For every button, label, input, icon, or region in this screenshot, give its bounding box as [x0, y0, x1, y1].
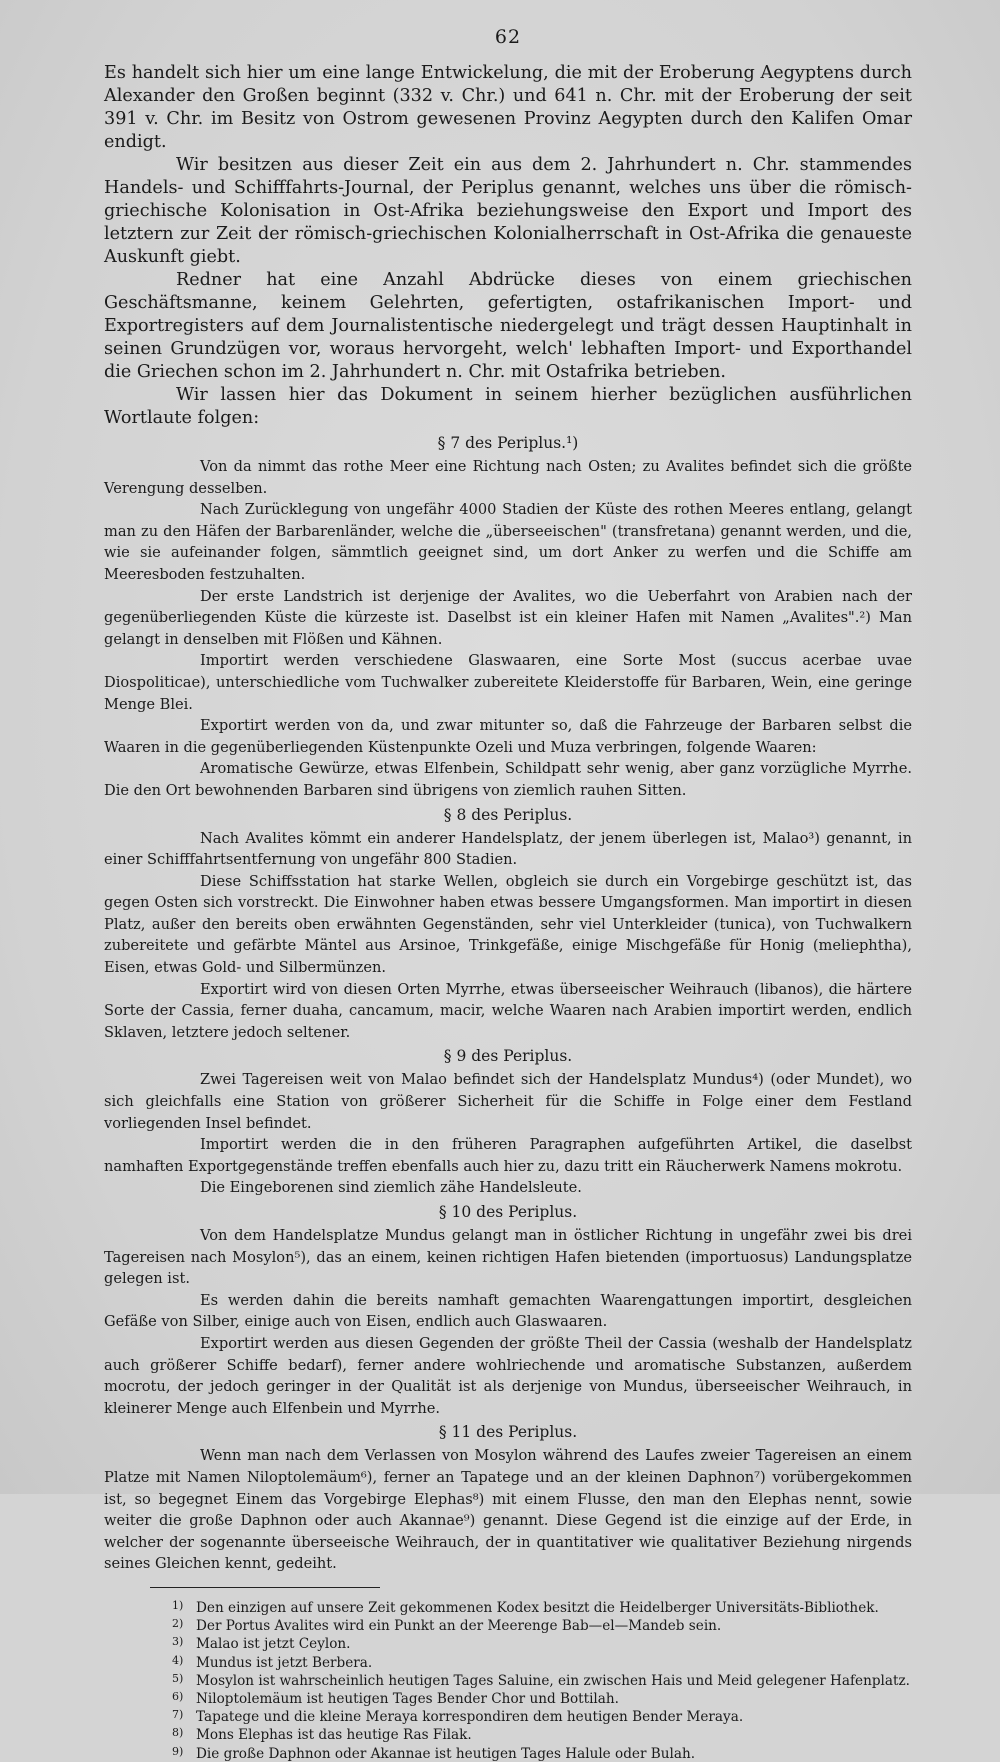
footnote — [172, 1671, 912, 1689]
footnote-mark: 7) — [172, 1708, 184, 1722]
footnote-mark: 2) — [172, 1617, 184, 1631]
intro-paragraph-4: Wir lassen hier das Dokument in seinem hierher bezüglichen ausführlichen Wortlaute folgen: — [104, 385, 912, 428]
footnote — [172, 1653, 912, 1671]
footnote-divider — [150, 1587, 380, 1588]
section-paragraph: Exportirt wird von diesen Orten Myrrhe, etwas überseeischer Weihrauch (libanos), die härtere Sorte der Cassia, ferner duaha, cancamum, macir, welche Waaren nach Arabien importirt werden, endlich Sklaven, letztere jedoch seltener. — [104, 980, 912, 1041]
section-8 — [104, 805, 912, 1044]
section-paragraph: Zwei Tagereisen weit von Malao befindet sich der Handelsplatz Mundus⁴) (oder Mundet), wo sich gleichfalls eine Station von größerer Sicherheit für die Schiffe in Folge einer dem Festland vorliegenden Insel befindet. — [104, 1071, 912, 1132]
footnote-text: Die große Daphnon oder Akannae ist heutigen Tages Halule oder Bulah. — [196, 1745, 696, 1762]
section-10 — [104, 1202, 912, 1419]
section-9 — [104, 1046, 912, 1199]
section-paragraph: Nach Zurücklegung von ungefähr 4000 Stadien der Küste des rothen Meeres entlang, gelangt man zu den Häfen der Barbarenländer, welche die „überseeischen" (transfretana) genannt werden, und die, wie sie aufeinander folgen, sämmtlich geeignet sind, um dort Anker zu werfen und die Schiffe am Meeresboden festzuhalten. — [104, 501, 912, 583]
section-paragraph: Die Eingeborenen sind ziemlich zähe Handelsleute. — [200, 1179, 582, 1197]
page-number: 62 — [494, 26, 522, 48]
footnote — [172, 1707, 912, 1725]
section-heading: § 10 des Periplus. — [438, 1203, 578, 1221]
footnote-mark: 9) — [172, 1744, 184, 1758]
section-heading: § 8 des Periplus. — [443, 805, 573, 824]
footnote-text: Den einzigen auf unsere Zeit gekommenen Kodex besitzt die Heidelberger Universitäts-Bibliothek. — [196, 1599, 879, 1616]
footnote-text: Mundus ist jetzt Berbera. — [196, 1654, 373, 1671]
footnote — [172, 1634, 912, 1652]
footnote-mark: 6) — [172, 1689, 184, 1703]
footnote-text: Mosylon ist wahrscheinlich heutigen Tages Saluine, ein zwischen Hais und Meid gelegener Hafenplatz. — [196, 1672, 910, 1689]
section-7 — [104, 433, 912, 802]
section-paragraph: Von da nimmt das rothe Meer eine Richtung nach Osten; zu Avalites befindet sich die größte Verengung desselben. — [104, 458, 912, 497]
section-paragraph: Importirt werden die in den früheren Paragraphen aufgeführten Artikel, die daselbst namhaften Exportgegenstände treffen ebenfalls auch hier zu, dazu tritt ein Räucherwerk Namens mokrotu. — [104, 1136, 912, 1175]
section-heading: § 7 des Periplus.¹) — [437, 434, 579, 452]
footnotes — [104, 1598, 912, 1762]
footnote-text: Tapatege und die kleine Meraya korrespondiren dem heutigen Bender Meraya. — [196, 1709, 744, 1726]
footnote-text: Mons Elephas ist das heutige Ras Filak. — [196, 1727, 472, 1744]
footnote-mark: 8) — [172, 1726, 184, 1740]
footnote — [172, 1598, 912, 1616]
footnote-text: Malao ist jetzt Ceylon. — [196, 1636, 351, 1653]
footnote — [172, 1616, 912, 1634]
section-paragraph: Diese Schiffsstation hat starke Wellen, obgleich sie durch ein Vorgebirge geschützt ist, das gegen Osten sich vorstreckt. Die Einwohner haben etwas bessere Umgangsformen. Man importirt in diesen Platz, außer den bereits oben erwähnten Gegenständen, sehr viel Unterkleider (tunica), von Tuchwalkern zubereitete und gefärbte Mäntel aus Arsinoe, Trinkgefäße, einige Mischgefäße für Honig (meliephtha), Eisen, etwas Gold- und Silbermünzen. — [104, 872, 912, 977]
section-paragraph: Exportirt werden von da, und zwar mitunter so, daß die Fahrzeuge der Barbaren selbst die Waaren in die gegenüberliegenden Küstenpunkte Ozeli und Muza verbringen, folgende Waaren: — [104, 717, 912, 756]
footnote — [172, 1689, 912, 1707]
section-paragraph: Der erste Landstrich ist derjenige der Avalites, wo die Ueberfahrt von Arabien nach der gegenüberliegenden Küste die kürzeste ist. Daselbst ist ein kleiner Hafen mit Namen „Avalites".²) Man gelangt in denselben mit Flößen und Kähnen. — [104, 587, 912, 648]
section-paragraph: Von dem Handelsplatze Mundus gelangt man in östlicher Richtung in ungefähr zwei bis drei Tagereisen nach Mosylon⁵), das an einem, keinen richtigen Hafen bietenden (importuosus) Landungsplatze gelegen ist. — [104, 1227, 912, 1288]
section-paragraph: Nach Avalites kömmt ein anderer Handelsplatz, der jenem überlegen ist, Malao³) genannt, in einer Schifffahrtsentfernung von ungefähr 800 Stadien. — [104, 829, 912, 869]
footnote-mark: 3) — [172, 1635, 184, 1649]
footnote — [172, 1744, 912, 1762]
section-heading: § 9 des Periplus. — [443, 1047, 573, 1066]
footnote-mark: 1) — [172, 1598, 184, 1612]
intro-paragraph-2: Wir besitzen aus dieser Zeit ein aus dem 2. Jahrhundert n. Chr. stammendes Handels- und Schifffahrts-Journal, der Periplus genannt, welches uns über die römisch-griechische Kolonisation in Ost-Afrika beziehungsweise den Export und Import des letztern zur Zeit der römisch-griechischen Kolonialherrschaft in Ost-Afrika die genaueste Auskunft giebt. — [104, 155, 912, 267]
footnote-text: Der Portus Avalites wird ein Punkt an der Meerenge Bab—el—Mandeb sein. — [196, 1618, 722, 1635]
section-paragraph: Wenn man nach dem Verlassen von Mosylon während des Laufes zweier Tagereisen an einem Platze mit Namen Niloptolemäum⁶), ferner an Tapatege und an der kleinen Daphnon⁷) vorübergekommen ist, so begegnet Einem das Vorgebirge Elephas⁸) mit einem Flusse, den man den Elephas nennt, sowie weiter die große Daphnon oder auch Akannae⁹) genannt. Diese Gegend ist die einzige auf der Erde, in welcher der sogenannte überseeische Weihrauch, der in quantitativer wie qualitativer Beziehung nirgends seines Gleichen kennt, gedeiht. — [104, 1447, 912, 1573]
footnote-mark: 4) — [172, 1653, 184, 1667]
footnote-text: Niloptolemäum ist heutigen Tages Bender Chor und Bottilah. — [196, 1690, 619, 1707]
section-paragraph: Aromatische Gewürze, etwas Elfenbein, Schildpatt sehr wenig, aber ganz vorzügliche Myrrhe. Die den Ort bewohnenden Barbaren sind übrigens von ziemlich rauhen Sitten. — [104, 760, 912, 799]
section-paragraph: Exportirt werden aus diesen Gegenden der größte Theil der Cassia (weshalb der Handelsplatz auch größerer Schiffe bedarf), ferner andere wohlriechende und aromatische Substanzen, außerdem mocrotu, der jedoch geringer in der Qualität ist als derjenige von Mundus, überseeischer Weihrauch, in kleinerer Menge auch Elfenbein und Myrrhe. — [104, 1334, 912, 1417]
intro-paragraph-3: Redner hat eine Anzahl Abdrücke dieses von einem griechischen Geschäftsmanne, keinem Gelehrten, gefertigten, ostafrikanischen Import- und Exportregisters auf dem Journalistentische niedergelegt und trägt dessen Hauptinhalt in seinen Grundzügen vor, woraus hervorgeht, welch' lebhaften Import- und Exporthandel die Griechen schon im 2. Jahrhundert n. Chr. mit Ostafrika betrieben. — [104, 270, 912, 382]
section-paragraph: Es werden dahin die bereits namhaft gemachten Waarengattungen importirt, desgleichen Gefäße von Silber, einige auch von Eisen, endlich auch Glaswaaren. — [104, 1291, 912, 1331]
intro — [104, 62, 912, 430]
footnote — [172, 1725, 912, 1743]
intro-paragraph-1: Es handelt sich hier um eine lange Entwickelung, die mit der Eroberung Aegyptens durch Alexander den Großen beginnt (332 v. Chr.) und 641 n. Chr. mit der Eroberung der seit 391 v. Chr. im Besitz von Ostrom gewesenen Provinz Aegypten durch den Kalifen Omar endigt. — [104, 63, 912, 152]
section-11 — [104, 1422, 912, 1575]
section-heading: § 11 des Periplus. — [438, 1423, 578, 1442]
section-paragraph: Importirt werden verschiedene Glaswaaren, eine Sorte Most (succus acerbae uvae Diospoliticae), unterschiedliche vom Tuchwalker zubereitete Kleiderstoffe für Barbaren, Wein, eine geringe Menge Blei. — [104, 652, 912, 713]
footnote-mark: 5) — [172, 1671, 184, 1685]
